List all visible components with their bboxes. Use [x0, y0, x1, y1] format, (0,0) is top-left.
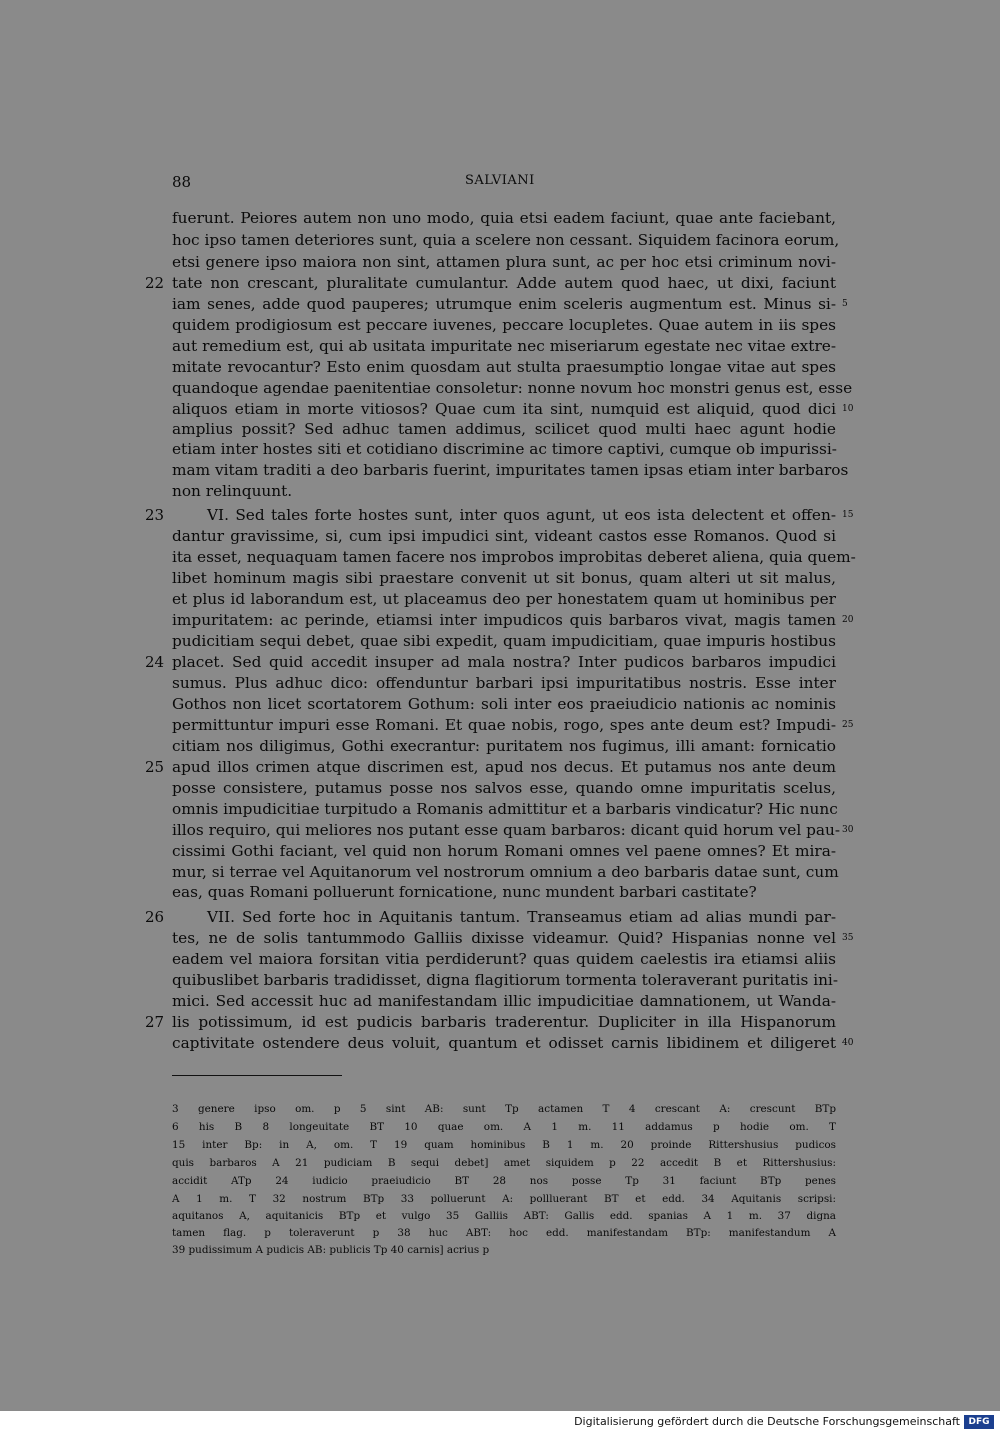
- text-line: non relinquunt.: [172, 482, 293, 500]
- text-line: iam senes, adde quod pauperes; utrumque enim sceleris augmentum est. Minus si-: [172, 295, 836, 313]
- footnote-rule: [172, 1075, 342, 1076]
- line-number: 20: [842, 615, 854, 625]
- text-line: mur, si terrae vel Aquitanorum vel nostrorum omnium a deo barbaris datae sunt, cum: [172, 863, 839, 881]
- text-line: tate non crescant, pluralitate cumulantur. Adde autem quod haec, ut dixi, faciunt: [172, 274, 836, 292]
- text-line: VI. Sed tales forte hostes sunt, inter quos agunt, ut eos ista delectent et offen-: [207, 506, 836, 524]
- text-line: eas, quas Romani polluerunt fornicatione, nunc mundent barbari castitate?: [172, 883, 757, 901]
- section-number: 22: [145, 274, 165, 292]
- apparatus-line: tamen flag. p toleraverunt p 38 huc ABT: hoc edd. manifestandam BTp: manifestandum A: [172, 1227, 836, 1239]
- text-line: quandoque agendae paenitentiae consoletur: nonne novum hoc monstri genus est, esse: [172, 379, 853, 397]
- apparatus-line: 6 his B 8 longeuitate BT 10 quae om. A 1 m. 11 addamus p hodie om. T: [172, 1121, 836, 1133]
- text-line: aut remedium est, qui ab usitata impuritate nec miseriarum egestate nec vitae extre-: [172, 337, 836, 355]
- text-line: quibuslibet barbaris tradidisset, digna flagitiorum tormenta toleraverant puritatis ini-: [172, 971, 838, 989]
- apparatus-line: 39 pudissimum A pudicis AB: publicis Tp 40 carnis] acrius p: [172, 1244, 490, 1256]
- text-line: mam vitam traditi a deo barbaris fuerint, impuritates tamen ipsas etiam inter barbaros: [172, 461, 849, 479]
- text-line: mitate revocantur? Esto enim quosdam aut stulta praesumptio longae vitae aut spes: [172, 358, 836, 376]
- text-line: dantur gravissime, si, cum ipsi impudici sint, videant castos esse Romanos. Quod si: [172, 527, 836, 545]
- apparatus-line: A 1 m. T 32 nostrum BTp 33 polluerunt A: pollluerant BT et edd. 34 Aquitanis scripsi:: [172, 1193, 836, 1205]
- dfg-logo: DFG: [964, 1415, 994, 1429]
- text-line: VII. Sed forte hoc in Aquitanis tantum. Transeamus etiam ad alias mundi par-: [207, 908, 836, 926]
- line-number: 10: [842, 404, 854, 414]
- text-line: captivitate ostendere deus voluit, quantum et odisset carnis libidinem et diligeret: [172, 1034, 836, 1052]
- text-line: pudicitiam sequi debet, quae sibi expedit, quam impudicitiam, quae impuris hostibus: [172, 632, 836, 650]
- text-line: fuerunt. Peiores autem non uno modo, quia etsi eadem faciunt, quae ante faciebant,: [172, 209, 836, 227]
- page-number: 88: [172, 173, 192, 191]
- apparatus-line: accidit ATp 24 iudicio praeiudicio BT 28 nos posse Tp 31 faciunt BTp penes: [172, 1175, 836, 1187]
- text-line: Gothos non licet scortatorem Gothum: soli inter eos praeiudicio nationis ac nominis: [172, 695, 836, 713]
- line-number: 5: [842, 299, 848, 309]
- apparatus-line: aquitanos A, aquitanicis BTp et vulgo 35 Galliis ABT: Gallis edd. spanias A 1 m. 37 digna: [172, 1210, 836, 1222]
- text-line: ita esset, nequaquam tamen facere nos improbos improbitas deberet aliena, quia quem-: [172, 548, 856, 566]
- text-line: tes, ne de solis tantummodo Galliis dixisse videamur. Quid? Hispanias nonne vel: [172, 929, 836, 947]
- footer-banner: [0, 1411, 1000, 1434]
- section-number: 27: [145, 1013, 165, 1031]
- text-line: impuritatem: ac perinde, etiamsi inter impudicos quis barbaros vivat, magis tamen: [172, 611, 836, 629]
- section-number: 26: [145, 908, 165, 926]
- apparatus-line: 15 inter Bp: in A, om. T 19 quam hominibus B 1 m. 20 proinde Rittershusius pudicos: [172, 1139, 836, 1151]
- text-line: illos requiro, qui meliores nos putant esse quam barbaros: dicant quid horum vel pau-: [172, 821, 841, 839]
- text-line: libet hominum magis sibi praestare convenit ut sit bonus, quam alteri ut sit malus,: [172, 569, 836, 587]
- text-line: placet. Sed quid accedit insuper ad mala nostra? Inter pudicos barbaros impudici: [172, 653, 836, 671]
- text-line: eadem vel maiora forsitan vitia perdiderunt? quas quidem caelestis ira etiamsi aliis: [172, 950, 836, 968]
- apparatus-line: quis barbaros A 21 pudiciam B sequi debet] amet siquidem p 22 accedit B et Rittershusius:: [172, 1157, 836, 1169]
- text-line: quidem prodigiosum est peccare iuvenes, peccare locupletes. Quae autem in iis spes: [172, 316, 836, 334]
- text-line: cissimi Gothi faciant, vel quid non horum Romani omnes vel paene omnes? Et mira-: [172, 842, 836, 860]
- text-line: citiam nos diligimus, Gothi execrantur: puritatem nos fugimus, illi amant: fornicatio: [172, 737, 836, 755]
- text-line: permittuntur impuri esse Romani. Et quae nobis, rogo, spes ante deum est? Impudi-: [172, 716, 836, 734]
- text-line: omnis impudicitiae turpitudo a Romanis admittitur et a barbaris vindicatur? Hic nunc: [172, 800, 838, 818]
- line-number: 40: [842, 1038, 854, 1048]
- text-line: mici. Sed accessit huc ad manifestandam illic impudicitiae damnationem, ut Wanda-: [172, 992, 836, 1010]
- line-number: 35: [842, 933, 854, 943]
- section-number: 24: [145, 653, 165, 671]
- text-line: sumus. Plus adhuc dico: offenduntur barbari ipsi impuritatibus nostris. Esse inter: [172, 674, 836, 692]
- text-line: posse consistere, putamus posse nos salvos esse, quando omne impuritatis scelus,: [172, 779, 836, 797]
- text-line: amplius possit? Sed adhuc tamen addimus, scilicet quod multi haec agunt hodie: [172, 420, 836, 438]
- line-number: 15: [842, 510, 854, 520]
- section-number: 25: [145, 758, 165, 776]
- apparatus-line: 3 genere ipso om. p 5 sint AB: sunt Tp actamen T 4 crescant A: crescunt BTp: [172, 1103, 836, 1115]
- text-line: lis potissimum, id est pudicis barbaris traderentur. Dupliciter in illa Hispanorum: [172, 1013, 836, 1031]
- line-number: 25: [842, 720, 854, 730]
- text-line: aliquos etiam in morte vitiosos? Quae cum ita sint, numquid est aliquid, quod dici: [172, 400, 836, 418]
- text-line: etsi genere ipso maiora non sint, attamen plura sunt, ac per hoc etsi criminum novi-: [172, 253, 836, 271]
- running-title: SALVIANI: [465, 173, 535, 188]
- text-line: et plus id laborandum est, ut placeamus deo per honestatem quam ut hominibus per: [172, 590, 836, 608]
- funding-note: Digitalisierung gefördert durch die Deutsche Forschungsgemeinschaft: [574, 1415, 960, 1428]
- text-line: etiam inter hostes siti et cotidiano discrimine ac timore captivi, cumque ob impurissi-: [172, 440, 837, 458]
- text-line: apud illos crimen atque discrimen est, apud nos decus. Et putamus nos ante deum: [172, 758, 836, 776]
- text-line: hoc ipso tamen deteriores sunt, quia a scelere non cessant. Siquidem facinora eorum,: [172, 231, 840, 249]
- line-number: 30: [842, 825, 854, 835]
- section-number: 23: [145, 506, 165, 524]
